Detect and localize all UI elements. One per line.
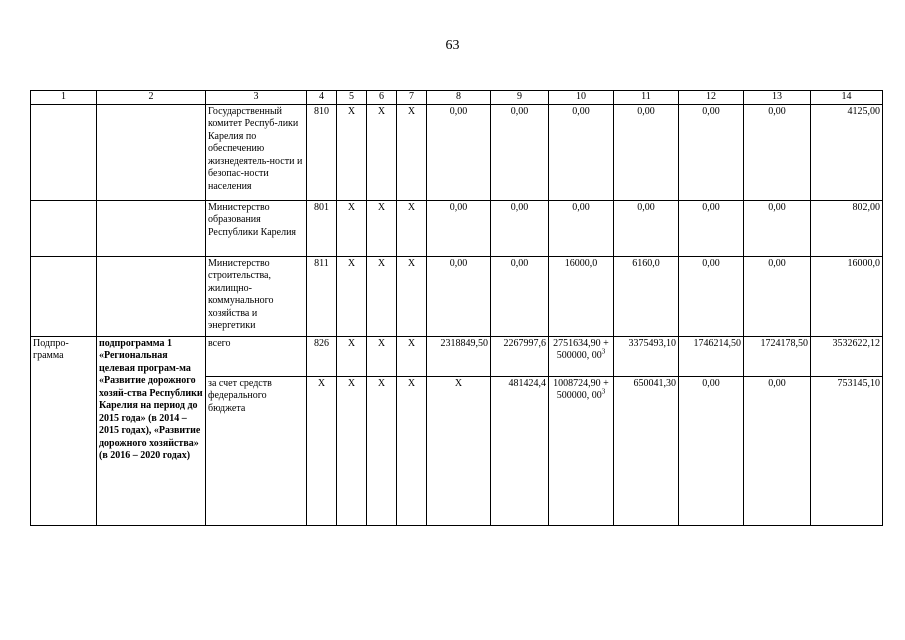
value-cell-8: 0,00 [427, 200, 491, 256]
table-row [31, 104, 883, 200]
code-cell: 826 [307, 336, 337, 376]
value-cell-13: 0,00 [744, 104, 811, 200]
title-cell [97, 256, 206, 336]
cell-7: Х [397, 256, 427, 336]
value-cell-8: Х [427, 376, 491, 525]
status-cell [31, 104, 97, 200]
cell-5: Х [337, 376, 367, 525]
value-cell-10 [549, 336, 614, 376]
value-cell-10 [549, 376, 614, 525]
table-row [31, 336, 883, 376]
value-cell-14: 4125,00 [811, 104, 883, 200]
value-cell-13: 0,00 [744, 200, 811, 256]
value-cell-9: 0,00 [491, 256, 549, 336]
value-cell-12: 0,00 [679, 200, 744, 256]
code-cell: Х [307, 376, 337, 525]
status-cell [31, 200, 97, 256]
executor-cell: Государственный комитет Респуб-лики Карелия по обеспечению жизнедеятель-ности и безопас-ности населения [206, 104, 307, 200]
code-cell: 810 [307, 104, 337, 200]
value-cell-9: 481424,4 [491, 376, 549, 525]
value-cell-13: 1724178,50 [744, 336, 811, 376]
header-cell: 11 [614, 91, 679, 105]
code-cell: 801 [307, 200, 337, 256]
value-cell-8: 0,00 [427, 104, 491, 200]
value-cell-13: 0,00 [744, 256, 811, 336]
value-text: 2751634,90 + 500000, 00 [553, 337, 609, 361]
cell-7: Х [397, 200, 427, 256]
header-cell: 5 [337, 91, 367, 105]
table-header [31, 91, 883, 105]
executor-cell: Министерство строительства, жилищно-коммунального хозяйства и энергетики [206, 256, 307, 336]
header-cell: 6 [367, 91, 397, 105]
value-text: 1008724,90 + 500000, 00 [553, 377, 609, 401]
value-cell-12: 0,00 [679, 376, 744, 525]
title-cell [97, 104, 206, 200]
cell-6: Х [367, 256, 397, 336]
cell-5: Х [337, 200, 367, 256]
header-cell: 7 [397, 91, 427, 105]
value-cell-14: 802,00 [811, 200, 883, 256]
value-cell-8: 0,00 [427, 256, 491, 336]
value-cell-10: 0,00 [549, 200, 614, 256]
footnote-marker: 3 [601, 347, 606, 356]
value-cell-12: 0,00 [679, 104, 744, 200]
table-row [31, 256, 883, 336]
header-cell: 4 [307, 91, 337, 105]
value-cell-13: 0,00 [744, 376, 811, 525]
budget-table [30, 90, 883, 526]
header-cell: 1 [31, 91, 97, 105]
cell-6: Х [367, 104, 397, 200]
value-cell-9: 0,00 [491, 200, 549, 256]
value-cell-11: 3375493,10 [614, 336, 679, 376]
executor-cell: всего [206, 336, 307, 376]
header-cell: 9 [491, 91, 549, 105]
value-cell-12: 1746214,50 [679, 336, 744, 376]
cell-6: Х [367, 200, 397, 256]
table-row [31, 200, 883, 256]
value-cell-11: 650041,30 [614, 376, 679, 525]
cell-7: Х [397, 376, 427, 525]
code-cell: 811 [307, 256, 337, 336]
header-cell: 3 [206, 91, 307, 105]
value-cell-14: 753145,10 [811, 376, 883, 525]
cell-5: Х [337, 336, 367, 376]
value-cell-11: 0,00 [614, 104, 679, 200]
value-cell-9: 2267997,6 [491, 336, 549, 376]
page-number: 63 [445, 38, 460, 53]
header-cell: 12 [679, 91, 744, 105]
status-cell [31, 256, 97, 336]
cell-6: Х [367, 336, 397, 376]
status-cell: Подпро-грамма [31, 336, 97, 525]
title-cell [97, 200, 206, 256]
value-cell-14: 16000,0 [811, 256, 883, 336]
cell-5: Х [337, 256, 367, 336]
subprogram-title: подпрограмма 1 «Региональная целевая програм-ма «Развитие дорожного хозяй-ства Республики Карелия на период до 2015 года» (в 2014 – 2015 годах), «Развитие дорожного хозяйства» (в 2016 – 2020 годах) [97, 336, 206, 525]
header-row [31, 91, 883, 105]
value-cell-10: 0,00 [549, 104, 614, 200]
value-cell-10: 16000,0 [549, 256, 614, 336]
value-cell-14: 3532622,12 [811, 336, 883, 376]
value-cell-11: 0,00 [614, 200, 679, 256]
header-cell: 14 [811, 91, 883, 105]
header-cell: 2 [97, 91, 206, 105]
value-cell-9: 0,00 [491, 104, 549, 200]
value-cell-12: 0,00 [679, 256, 744, 336]
value-cell-8: 2318849,50 [427, 336, 491, 376]
cell-7: Х [397, 336, 427, 376]
header-cell: 8 [427, 91, 491, 105]
cell-5: Х [337, 104, 367, 200]
footnote-marker: 3 [601, 387, 606, 396]
cell-6: Х [367, 376, 397, 525]
header-cell: 13 [744, 91, 811, 105]
executor-cell: Министерство образования Республики Карелия [206, 200, 307, 256]
header-cell: 10 [549, 91, 614, 105]
value-cell-11: 6160,0 [614, 256, 679, 336]
cell-7: Х [397, 104, 427, 200]
executor-cell: за счет средств федерального бюджета [206, 376, 307, 525]
